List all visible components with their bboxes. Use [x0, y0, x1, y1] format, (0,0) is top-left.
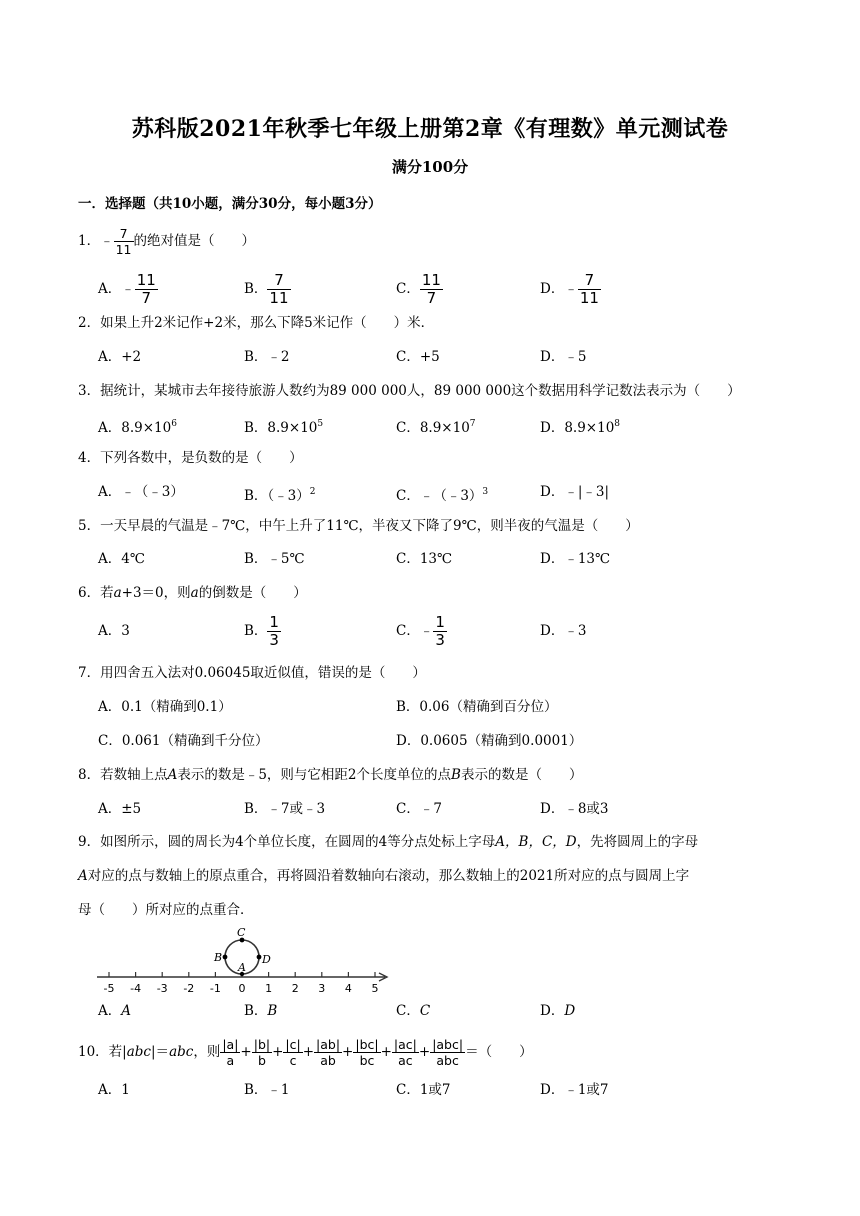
- q3-option-c[interactable]: C．$8.9\times 10^7$: [396, 419, 476, 436]
- q9-option-b[interactable]: B．B: [244, 1003, 278, 1019]
- q10-option-a[interactable]: A．1: [98, 1082, 130, 1098]
- question-4: 4．下列各数中，是负数的是（ ）: [78, 450, 303, 466]
- question-8: 8．若数轴上点A表示的数是﹣5，则与它相距2个长度单位的点B表示的数是（ ）: [78, 767, 583, 783]
- page-subtitle: 满分100分: [391, 158, 469, 176]
- q10-option-c[interactable]: C．1或7: [396, 1082, 451, 1098]
- question-6: 6．若a+3＝0，则a的倒数是（ ）: [78, 585, 307, 601]
- q6-option-c[interactable]: C．﹣ $\frac{1}{3}$: [396, 613, 445, 649]
- q5-option-d[interactable]: D．﹣13℃: [540, 551, 611, 567]
- question-10: 10．若|abc|＝abc，则 $\frac{|a|}{a}$ + $\frac{|b|}{b}$ + $\frac{|c|}{c}$ + $\frac{|ab|}{ab}$ + $\frac{|bc|}{bc}$ + $\frac{|ac|}{ac}$ + $\frac{\text{|abc|}}{\text{abc}}$ ＝（ ）: [78, 1037, 533, 1068]
- tick-label: 1: [265, 982, 273, 993]
- q6-option-b[interactable]: B． $\frac{1}{3}$: [244, 613, 279, 649]
- tick-label: -1: [209, 982, 221, 993]
- q7-option-d[interactable]: D．0.0605（精确到0.0001）: [396, 733, 583, 749]
- label-a: A: [238, 961, 246, 974]
- fraction: $\frac{11}{7}$: [421, 271, 441, 307]
- page-title: 苏科版2021年秋季七年级上册第2章《有理数》单元测试卷: [131, 116, 729, 142]
- q7-option-c[interactable]: C．0.061（精确到千分位）: [98, 733, 269, 749]
- tick-label: -5: [103, 982, 115, 993]
- tick-label: -4: [130, 982, 142, 993]
- q10-option-d[interactable]: D．﹣1或7: [540, 1082, 609, 1098]
- point-d: [257, 955, 262, 960]
- q3-option-a[interactable]: A．$8.9\times 10^6$: [98, 419, 177, 436]
- q4-option-a[interactable]: A．﹣（﹣3）: [98, 484, 184, 500]
- section-heading: 一．选择题（共10小题，满分30分，每小题3分）: [78, 196, 382, 212]
- q8-option-c[interactable]: C．﹣7: [396, 801, 442, 817]
- fraction: $\frac{1}{3}$: [269, 613, 279, 649]
- q8-option-d[interactable]: D．﹣8或3: [540, 801, 609, 817]
- q4-option-c[interactable]: C．﹣（﹣3）$^3$: [396, 487, 489, 504]
- q2-option-c[interactable]: C．+5: [396, 349, 440, 365]
- label-b: B: [214, 951, 223, 964]
- q9-option-a[interactable]: A．A: [98, 1003, 131, 1019]
- q8-option-a[interactable]: A．±5: [98, 801, 142, 817]
- question-2: 2．如果上升2米记作+2米，那么下降5米记作（ ）米．: [78, 315, 435, 331]
- fraction: $\frac{|ac|}{ac}$: [393, 1037, 417, 1068]
- q8-option-b[interactable]: B．﹣7或﹣3: [244, 801, 326, 817]
- fraction: $\frac{|a|}{a}$: [222, 1037, 239, 1068]
- q3-option-d[interactable]: D．$8.9\times 10^8$: [540, 419, 621, 436]
- q2-option-d[interactable]: D．﹣5: [540, 349, 587, 365]
- question-9-line-3: 母（ ）所对应的点重合．: [78, 902, 254, 918]
- fraction: $\frac{\text{|abc|}}{\text{abc}}$: [432, 1037, 464, 1068]
- fraction: $\frac{11}{7}$: [136, 271, 156, 307]
- fraction: $\frac{|bc|}{bc}$: [355, 1037, 379, 1068]
- q1-option-a[interactable]: A．﹣ $\frac{11}{7}$: [98, 271, 156, 307]
- q3-option-b[interactable]: B．$8.9\times 10^5$: [244, 419, 324, 436]
- q5-option-b[interactable]: B．﹣5℃: [244, 551, 305, 567]
- question-9-line-2: A对应的点与数轴上的原点重合，再将圆沿着数轴向右滚动，那么数轴上的2021所对应的点与圆周上字: [78, 868, 690, 884]
- tick-label: 2: [291, 982, 299, 993]
- question-9-line-1: 9．如图所示，圆的周长为4个单位长度，在圆周的4等分点处标上字母A，B，C，D，先将圆周上的字母: [78, 834, 699, 850]
- tick-label: 4: [344, 982, 352, 993]
- fraction: $\frac{|c|}{c}$: [285, 1037, 301, 1068]
- q1-option-d[interactable]: D．﹣ $\frac{7}{11}$: [540, 271, 599, 307]
- fraction: $\frac{7}{11}$: [269, 271, 289, 307]
- q4-option-d[interactable]: D．﹣|﹣3|: [540, 484, 610, 500]
- q10-option-b[interactable]: B．﹣1: [244, 1082, 290, 1098]
- question-1: 1．﹣ $\frac{7}{11}$ 的绝对值是（ ）: [78, 226, 255, 257]
- q1-option-b[interactable]: B． $\frac{7}{11}$: [244, 271, 289, 307]
- question-5: 5．一天早晨的气温是﹣7℃，中午上升了11℃，半夜又下降了9℃，则半夜的气温是（ ）: [78, 518, 639, 534]
- label-d: D: [262, 953, 271, 966]
- question-7: 7．用四舍五入法对0.06045取近似值，错误的是（ ）: [78, 665, 426, 681]
- tick-label: -2: [183, 982, 195, 993]
- fraction: $\frac{|ab|}{ab}$: [316, 1037, 341, 1068]
- tick-label: 5: [371, 982, 379, 993]
- q2-option-a[interactable]: A．+2: [98, 349, 142, 365]
- fraction: $\frac{7}{11}$: [115, 226, 132, 257]
- q9-option-c[interactable]: C．C: [396, 1003, 431, 1019]
- fraction: $\frac{|b|}{b}$: [253, 1037, 271, 1068]
- question-3: 3．据统计，某城市去年接待旅游人数约为89 000 000人，89 000 000这个数据用科学记数法表示为（ ）: [78, 383, 741, 399]
- q2-option-b[interactable]: B．﹣2: [244, 349, 290, 365]
- q4-option-b[interactable]: B．（﹣3）$^2$: [244, 487, 316, 504]
- fraction: $\frac{1}{3}$: [435, 613, 445, 649]
- q7-option-a[interactable]: A．0.1（精确到0.1）: [98, 699, 232, 715]
- q5-option-c[interactable]: C．13℃: [396, 551, 453, 567]
- q1-option-c[interactable]: C． $\frac{11}{7}$: [396, 271, 441, 307]
- q6-option-a[interactable]: A．3: [98, 623, 130, 639]
- tick-label: 3: [318, 982, 326, 993]
- tick-label: -3: [156, 982, 168, 993]
- q7-option-b[interactable]: B．0.06（精确到百分位）: [396, 699, 558, 715]
- q6-option-d[interactable]: D．﹣3: [540, 623, 587, 639]
- label-c: C: [237, 926, 246, 939]
- point-b: [223, 955, 228, 960]
- number-line-figure: [95, 925, 395, 993]
- q9-option-d[interactable]: D．D: [540, 1003, 576, 1019]
- q5-option-a[interactable]: A．4℃: [98, 551, 145, 567]
- fraction: $\frac{7}{11}$: [579, 271, 599, 307]
- tick-label: 0: [238, 982, 246, 993]
